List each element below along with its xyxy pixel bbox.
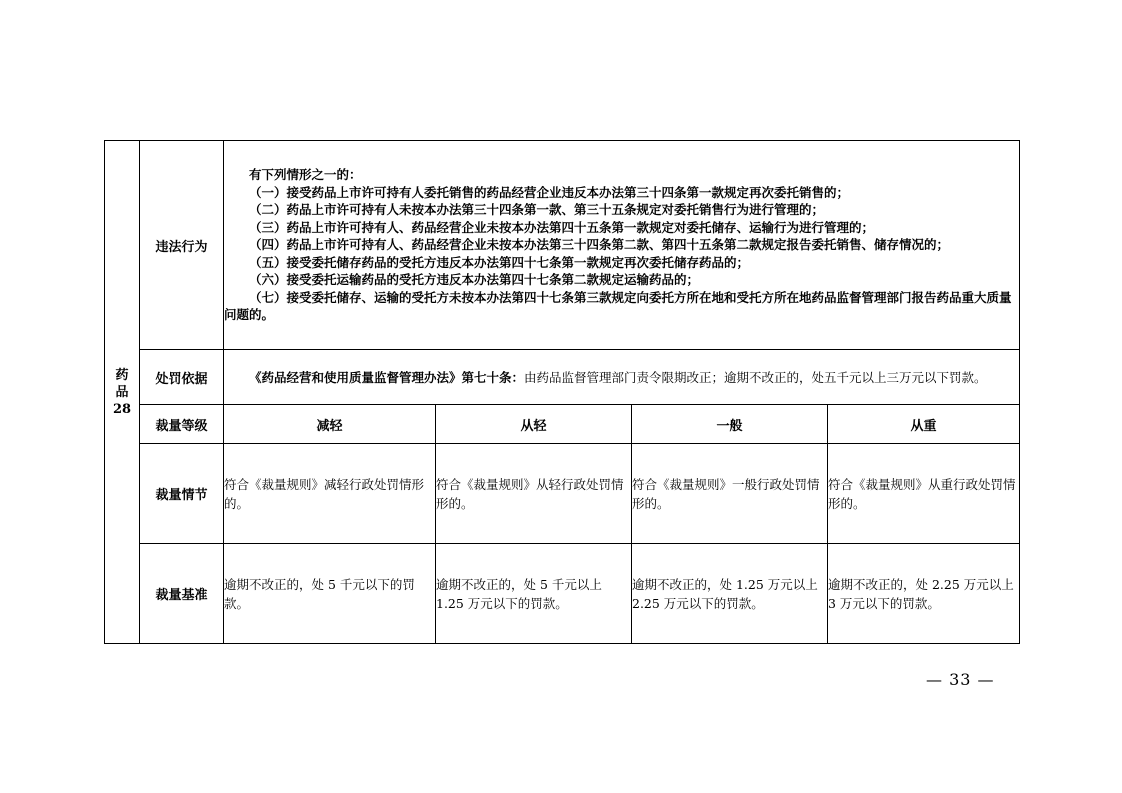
circumstance-lenient: 符合《裁量规则》从轻行政处罚情形的。 (436, 444, 632, 544)
level-lenient: 从轻 (436, 405, 632, 444)
levels-label: 裁量等级 (140, 405, 224, 444)
item-category-char-1: 药 (115, 367, 129, 383)
basis-content (224, 350, 1020, 405)
standard-row (105, 544, 1020, 644)
item-number-cell (105, 141, 140, 644)
basis-row (105, 350, 1020, 405)
circumstances-label: 裁量情节 (140, 444, 224, 544)
violation-content (224, 141, 1020, 350)
circumstance-general: 符合《裁量规则》一般行政处罚情形的。 (632, 444, 828, 544)
violation-line: （六）接受委托运输药品的受托方违反本办法第四十七条第二款规定运输药品的； (249, 272, 700, 288)
violation-line: （四）药品上市许可持有人、药品经营企业未按本办法第三十四条第二款、第四十五条第二款规定报告委托销售、储存情况的； (249, 237, 950, 253)
circumstance-severe: 符合《裁量规则》从重行政处罚情形的。 (828, 444, 1020, 544)
item-number: 28 (112, 401, 132, 417)
standard-label: 裁量基准 (140, 544, 224, 644)
violation-line: （一）接受药品上市许可持有人委托销售的药品经营企业违反本办法第三十四条第一款规定再次委托销售的； (249, 184, 850, 200)
level-general: 一般 (632, 405, 828, 444)
violation-line: （七）接受委托储存、运输的受托方未按本办法第四十七条第三款规定向委托方所在地和受托方所在地药品监督管理部门报告药品重大质量问题的。 (224, 289, 1012, 323)
penalty-discretion-table (104, 140, 1020, 644)
violation-line: 有下列情形之一的： (249, 167, 362, 183)
circumstance-mitigated: 符合《裁量规则》减轻行政处罚情形的。 (224, 444, 436, 544)
levels-row (105, 405, 1020, 444)
basis-text: 由药品监督管理部门责令限期改正；逾期不改正的，处五千元以上三万元以下罚款。 (524, 369, 987, 385)
basis-law: 《药品经营和使用质量监督管理办法》第七十条： (249, 369, 525, 385)
standard-mitigated: 逾期不改正的，处 5 千元以下的罚款。 (224, 544, 436, 644)
violation-line: （二）药品上市许可持有人未按本办法第三十四条第一款、第三十五条规定对委托销售行为进行管理的； (249, 202, 825, 218)
violation-line: （五）接受委托储存药品的受托方违反本办法第四十七条第一款规定再次委托储存药品的； (249, 254, 750, 270)
standard-lenient: 逾期不改正的，处 5 千元以上 1.25 万元以下的罚款。 (436, 544, 632, 644)
violation-row (105, 141, 1020, 350)
violation-label: 违法行为 (140, 141, 224, 350)
level-mitigated: 减轻 (224, 405, 436, 444)
standard-severe: 逾期不改正的，处 2.25 万元以上 3 万元以下的罚款。 (828, 544, 1020, 644)
circumstances-row (105, 444, 1020, 544)
standard-general: 逾期不改正的，处 1.25 万元以上 2.25 万元以下的罚款。 (632, 544, 828, 644)
basis-label: 处罚依据 (140, 350, 224, 405)
page-number: — 33 — (926, 670, 995, 689)
violation-line: （三）药品上市许可持有人、药品经营企业未按本办法第四十五条第一款规定对委托储存、运输行为进行管理的； (249, 219, 875, 235)
level-severe: 从重 (828, 405, 1020, 444)
item-category-char-2: 品 (115, 384, 129, 400)
